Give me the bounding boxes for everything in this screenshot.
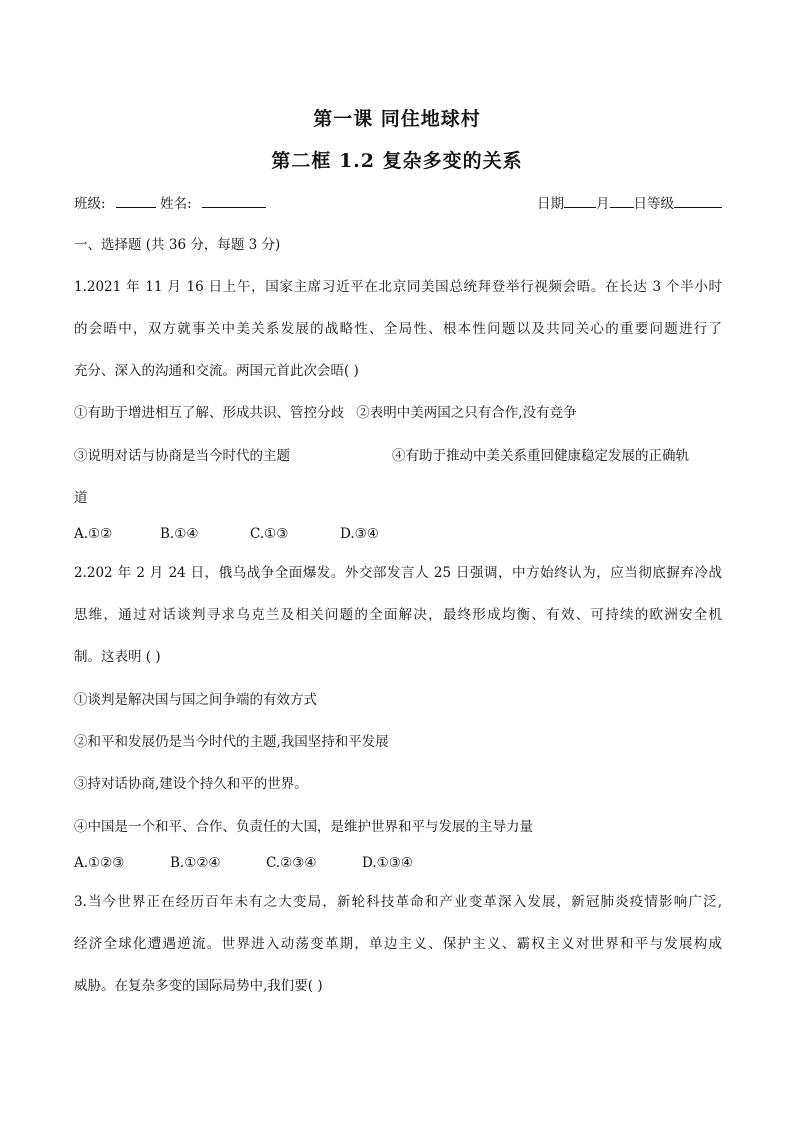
q2-line3: 制。这表明 ( ): [74, 649, 161, 665]
date-grade-group: [537, 194, 722, 213]
q1-option-b[interactable]: B.①④: [160, 526, 199, 542]
q2-option-a[interactable]: A.①②③: [74, 855, 125, 871]
q2-line2: 思维，通过对话谈判寻求乌克兰及相关问题的全面解决，最终形成均衡、有效、可持续的欧洲安全机: [74, 607, 722, 623]
q1-option-c[interactable]: C.①③: [250, 526, 289, 542]
class-blank[interactable]: [116, 194, 156, 208]
q2-option-c[interactable]: C.②③④: [266, 855, 317, 871]
q1-statement-4-cont: 道: [74, 490, 88, 506]
date-blank[interactable]: [564, 194, 596, 208]
q1-options: [74, 525, 722, 543]
q2-statement-1: ①谈判是解决国与国之间争端的有效方式: [74, 692, 317, 708]
q2-options: [74, 854, 722, 872]
q2-statement-3: ③持对话协商,建设个持久和平的世界。: [74, 776, 308, 792]
q1-statements-row1: [74, 404, 722, 422]
section-heading: 一、选择题 (共 36 分，每题 3 分): [74, 237, 281, 253]
q2-statement-4: ④中国是一个和平、合作、负责任的大国，是维护世界和平与发展的主导力量: [74, 819, 533, 835]
q1-option-d[interactable]: D.③④: [340, 526, 379, 542]
q2-statement-2: ②和平和发展仍是当今时代的主题,我国坚持和平发展: [74, 734, 389, 750]
grade-blank[interactable]: [674, 194, 722, 208]
q1-statement-2: ②表明中美两国之只有合作,没有竞争: [356, 405, 577, 421]
q3-line2: 经济全球化遭遇逆流。世界进入动荡变革期，单边主义、保护主义、霸权主义对世界和平与发展构成: [74, 936, 722, 952]
lesson-title: 第一课 同住地球村: [313, 108, 481, 130]
q2-option-d[interactable]: D.①③④: [362, 855, 413, 871]
q1-line2: 的会晤中，双方就事关中美关系发展的战略性、全局性、根本性问题以及共同关心的重要问题进行了: [74, 321, 722, 337]
name-label: 姓名:: [160, 196, 192, 212]
q1-statements-row2: [74, 447, 722, 465]
class-label: 班级:: [74, 196, 106, 212]
date-label: 日期: [537, 196, 564, 212]
day-grade-label: 日等级: [633, 196, 674, 212]
q2-option-b[interactable]: B.①②④: [170, 855, 221, 871]
q3-line1: 3.当今世界正在经历百年未有之大变局，新轮科技革命和产业变革深入发展，新冠肺炎疫情影响广泛,: [74, 894, 722, 910]
q1-statement-4: ④有助于推动中美关系重回健康稳定发展的正确轨: [392, 448, 689, 464]
q2-line1: 2.202 年 2 月 24 日，俄乌战争全面爆发。外交部发言人 25 日强调，中方始终认为，应当彻底摒弃冷战: [74, 565, 722, 581]
month-blank[interactable]: [610, 194, 634, 208]
q1-option-a[interactable]: A.①②: [74, 526, 113, 542]
section-subtitle: 第二框 1.2 复杂多变的关系: [271, 150, 523, 172]
month-label: 月: [596, 196, 610, 212]
q1-statement-1: ①有助于增进相互了解、形成共识、管控分歧: [74, 405, 344, 421]
q1-line1: 1.2021 年 11 月 16 日上午，国家主席习近平在北京同美国总统拜登举行视频会晤。在长达 3 个半小时: [74, 279, 722, 295]
q1-line3: 充分、深入的沟通和交流。两国元首此次会晤( ): [74, 363, 359, 379]
q1-statement-3: ③说明对话与协商是当今时代的主题: [74, 448, 290, 464]
name-blank[interactable]: [202, 194, 266, 208]
q3-line3: 威胁。在复杂多变的国际局势中,我们要( ): [74, 978, 323, 994]
header-row: [74, 194, 722, 213]
